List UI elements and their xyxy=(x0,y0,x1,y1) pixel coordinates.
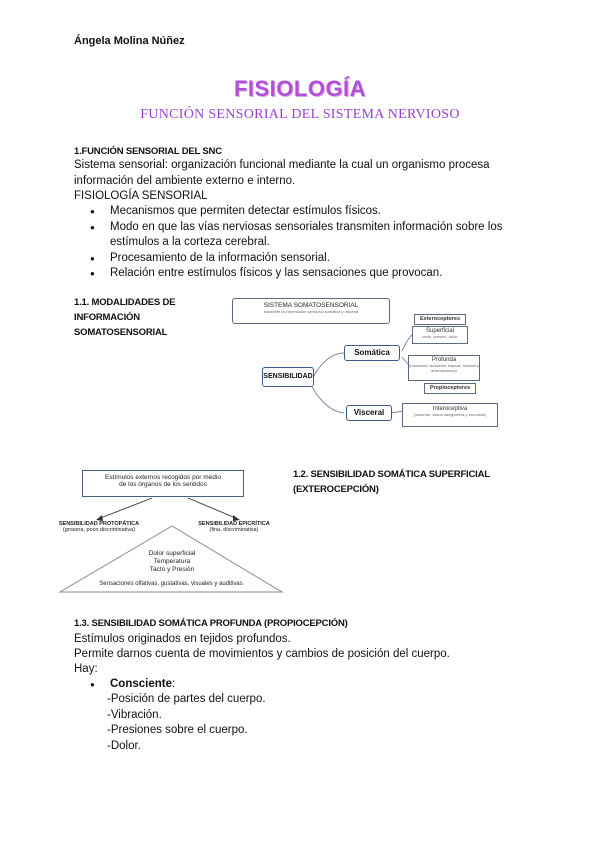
external-stimuli-box: Estímulos externos recogidos por medio de los órganos de los sentidos xyxy=(82,470,244,497)
somatosensory-diagram xyxy=(226,293,500,433)
section-1-heading: 1.FUNCIÓN SENSORIAL DEL SNC xyxy=(74,146,222,157)
list-item: -Vibración. xyxy=(107,708,162,721)
section-1-1-heading: 1.1. MODALIDADES DE INFORMACIÓN SOMATOSENSORIAL xyxy=(74,297,176,338)
somatica-box: Somática xyxy=(344,345,400,361)
exteroceptores-box: Exteroceptores xyxy=(414,314,466,325)
profunda-box: Profunda (músculos, tendones, fascias, huesos y articulaciones) xyxy=(408,355,480,381)
section-1-3-line-1: Estímulos originados en tejidos profundos. xyxy=(74,633,291,645)
superficial-box: Superficial tacto, presión, dolor xyxy=(412,326,468,344)
conscious-items xyxy=(107,692,266,754)
section-1-subheading: FISIOLOGÍA SENSORIAL xyxy=(74,190,208,202)
somatosensory-title-box: SISTEMA SOMATOSENSORIAL transmite la información sensorial somática y visceral xyxy=(232,298,390,324)
interoceptiva-box: Interoceptiva (vísceras, vasos sanguíneos y mucosas) xyxy=(402,403,498,427)
exteroception-diagram xyxy=(52,466,288,594)
list-item: -Presiones sobre el cuerpo. xyxy=(107,724,248,736)
section-1-paragraph: Sistema sensorial: organización funcional mediante la cual un organismo procesa información del ambiente externo e interno. xyxy=(74,159,490,187)
section-1-bullet-list xyxy=(90,204,510,282)
list-item: -Posición de partes del cuerpo. xyxy=(107,693,266,705)
list-item: ● Procesamiento de la información sensorial. xyxy=(90,251,510,267)
triangle-sensations: Dolor superficial Temperatura Tacto y Presión xyxy=(148,550,196,573)
section-1-3-bullet-list xyxy=(90,677,175,693)
list-item: -Dolor. xyxy=(107,739,141,752)
visceral-box: Visceral xyxy=(346,405,392,421)
page-title: FISIOLOGÍA xyxy=(233,76,367,101)
list-item: ● Relación entre estímulos físicos y las sensaciones que provocan. xyxy=(90,266,510,282)
protopathic-label: SENSIBILIDAD PROTOPÁTICA (grosera, poco discriminativa) xyxy=(58,521,140,533)
triangle-base-text: Sensaciones olfativas, gustativas, visuales y auditivas xyxy=(99,581,243,587)
section-1-2-heading: 1.2. SENSIBILIDAD SOMÁTICA SUPERFICIAL (EXTEROCEPCIÓN) xyxy=(293,469,490,495)
page-subtitle: FUNCIÓN SENSORIAL DEL SISTEMA NERVIOSO xyxy=(140,107,460,122)
propioceptores-box: Propioceptores xyxy=(424,383,476,394)
section-1-3-line-3: Hay: xyxy=(74,663,98,675)
list-item: ● Mecanismos que permiten detectar estímulos físicos. xyxy=(90,204,510,220)
section-1-3-line-2: Permite darnos cuenta de movimientos y cambios de posición del cuerpo. xyxy=(74,648,450,660)
epicritic-label: SENSIBILIDAD EPICRÍTICA (fina, discriminativa) xyxy=(198,521,270,533)
list-item: ● Modo en que las vías nerviosas sensoriales transmiten información sobre los estímulos a la corteza cerebral. xyxy=(90,220,510,251)
sensibilidad-box: SENSIBILIDAD xyxy=(262,367,314,387)
author-name: Ángela Molina Núñez xyxy=(74,35,185,47)
list-item: ● Consciente: xyxy=(90,677,175,693)
section-1-3-heading: 1.3. SENSIBILIDAD SOMÁTICA PROFUNDA (PROPIOCEPCIÓN) xyxy=(74,618,348,629)
